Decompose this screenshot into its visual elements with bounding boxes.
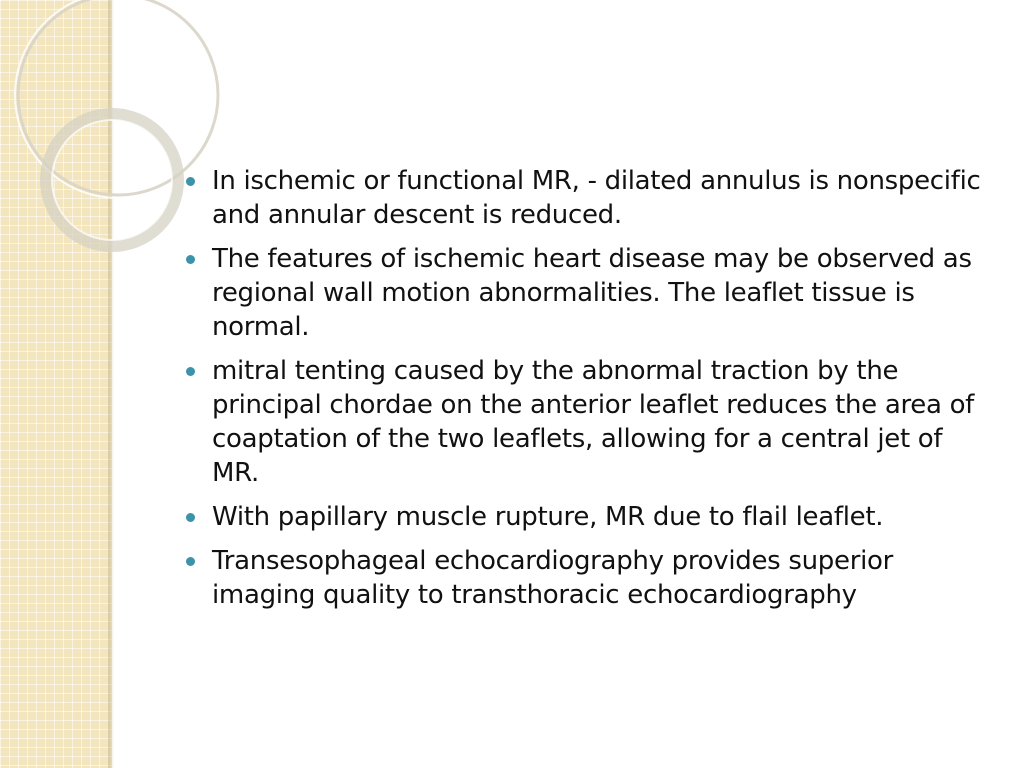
bullet-dot-icon (186, 177, 195, 186)
list-item (186, 354, 996, 490)
list-item (186, 242, 996, 344)
bullet-dot-icon (186, 557, 195, 566)
decorative-circles-graphic (0, 0, 160, 260)
bullet-dot-icon (186, 367, 195, 376)
list-item (186, 544, 996, 612)
bullet-text: In ischemic or functional MR, - dilated annulus is nonspecific and annular descent is reduced. (212, 166, 981, 230)
bullet-dot-icon (186, 513, 195, 522)
list-item (186, 164, 996, 232)
bullet-text: mitral tenting caused by the abnormal traction by the principal chordae on the anterior leaflet reduces the area of coaptation of the two leaflets, allowing for a central jet of MR. (212, 356, 975, 488)
bullet-text: With papillary muscle rupture, MR due to flail leaflet. (212, 502, 884, 532)
decorative-circle-small-highlight (52, 120, 172, 240)
list-item (186, 500, 996, 534)
bullet-text: Transesophageal echocardiography provides superior imaging quality to transthoracic echocardiography (212, 546, 894, 610)
bullet-dot-icon (186, 255, 195, 264)
bullet-list (186, 164, 996, 622)
bullet-text: The features of ischemic heart disease may be observed as regional wall motion abnormalities. The leaflet tissue is normal. (212, 244, 972, 342)
